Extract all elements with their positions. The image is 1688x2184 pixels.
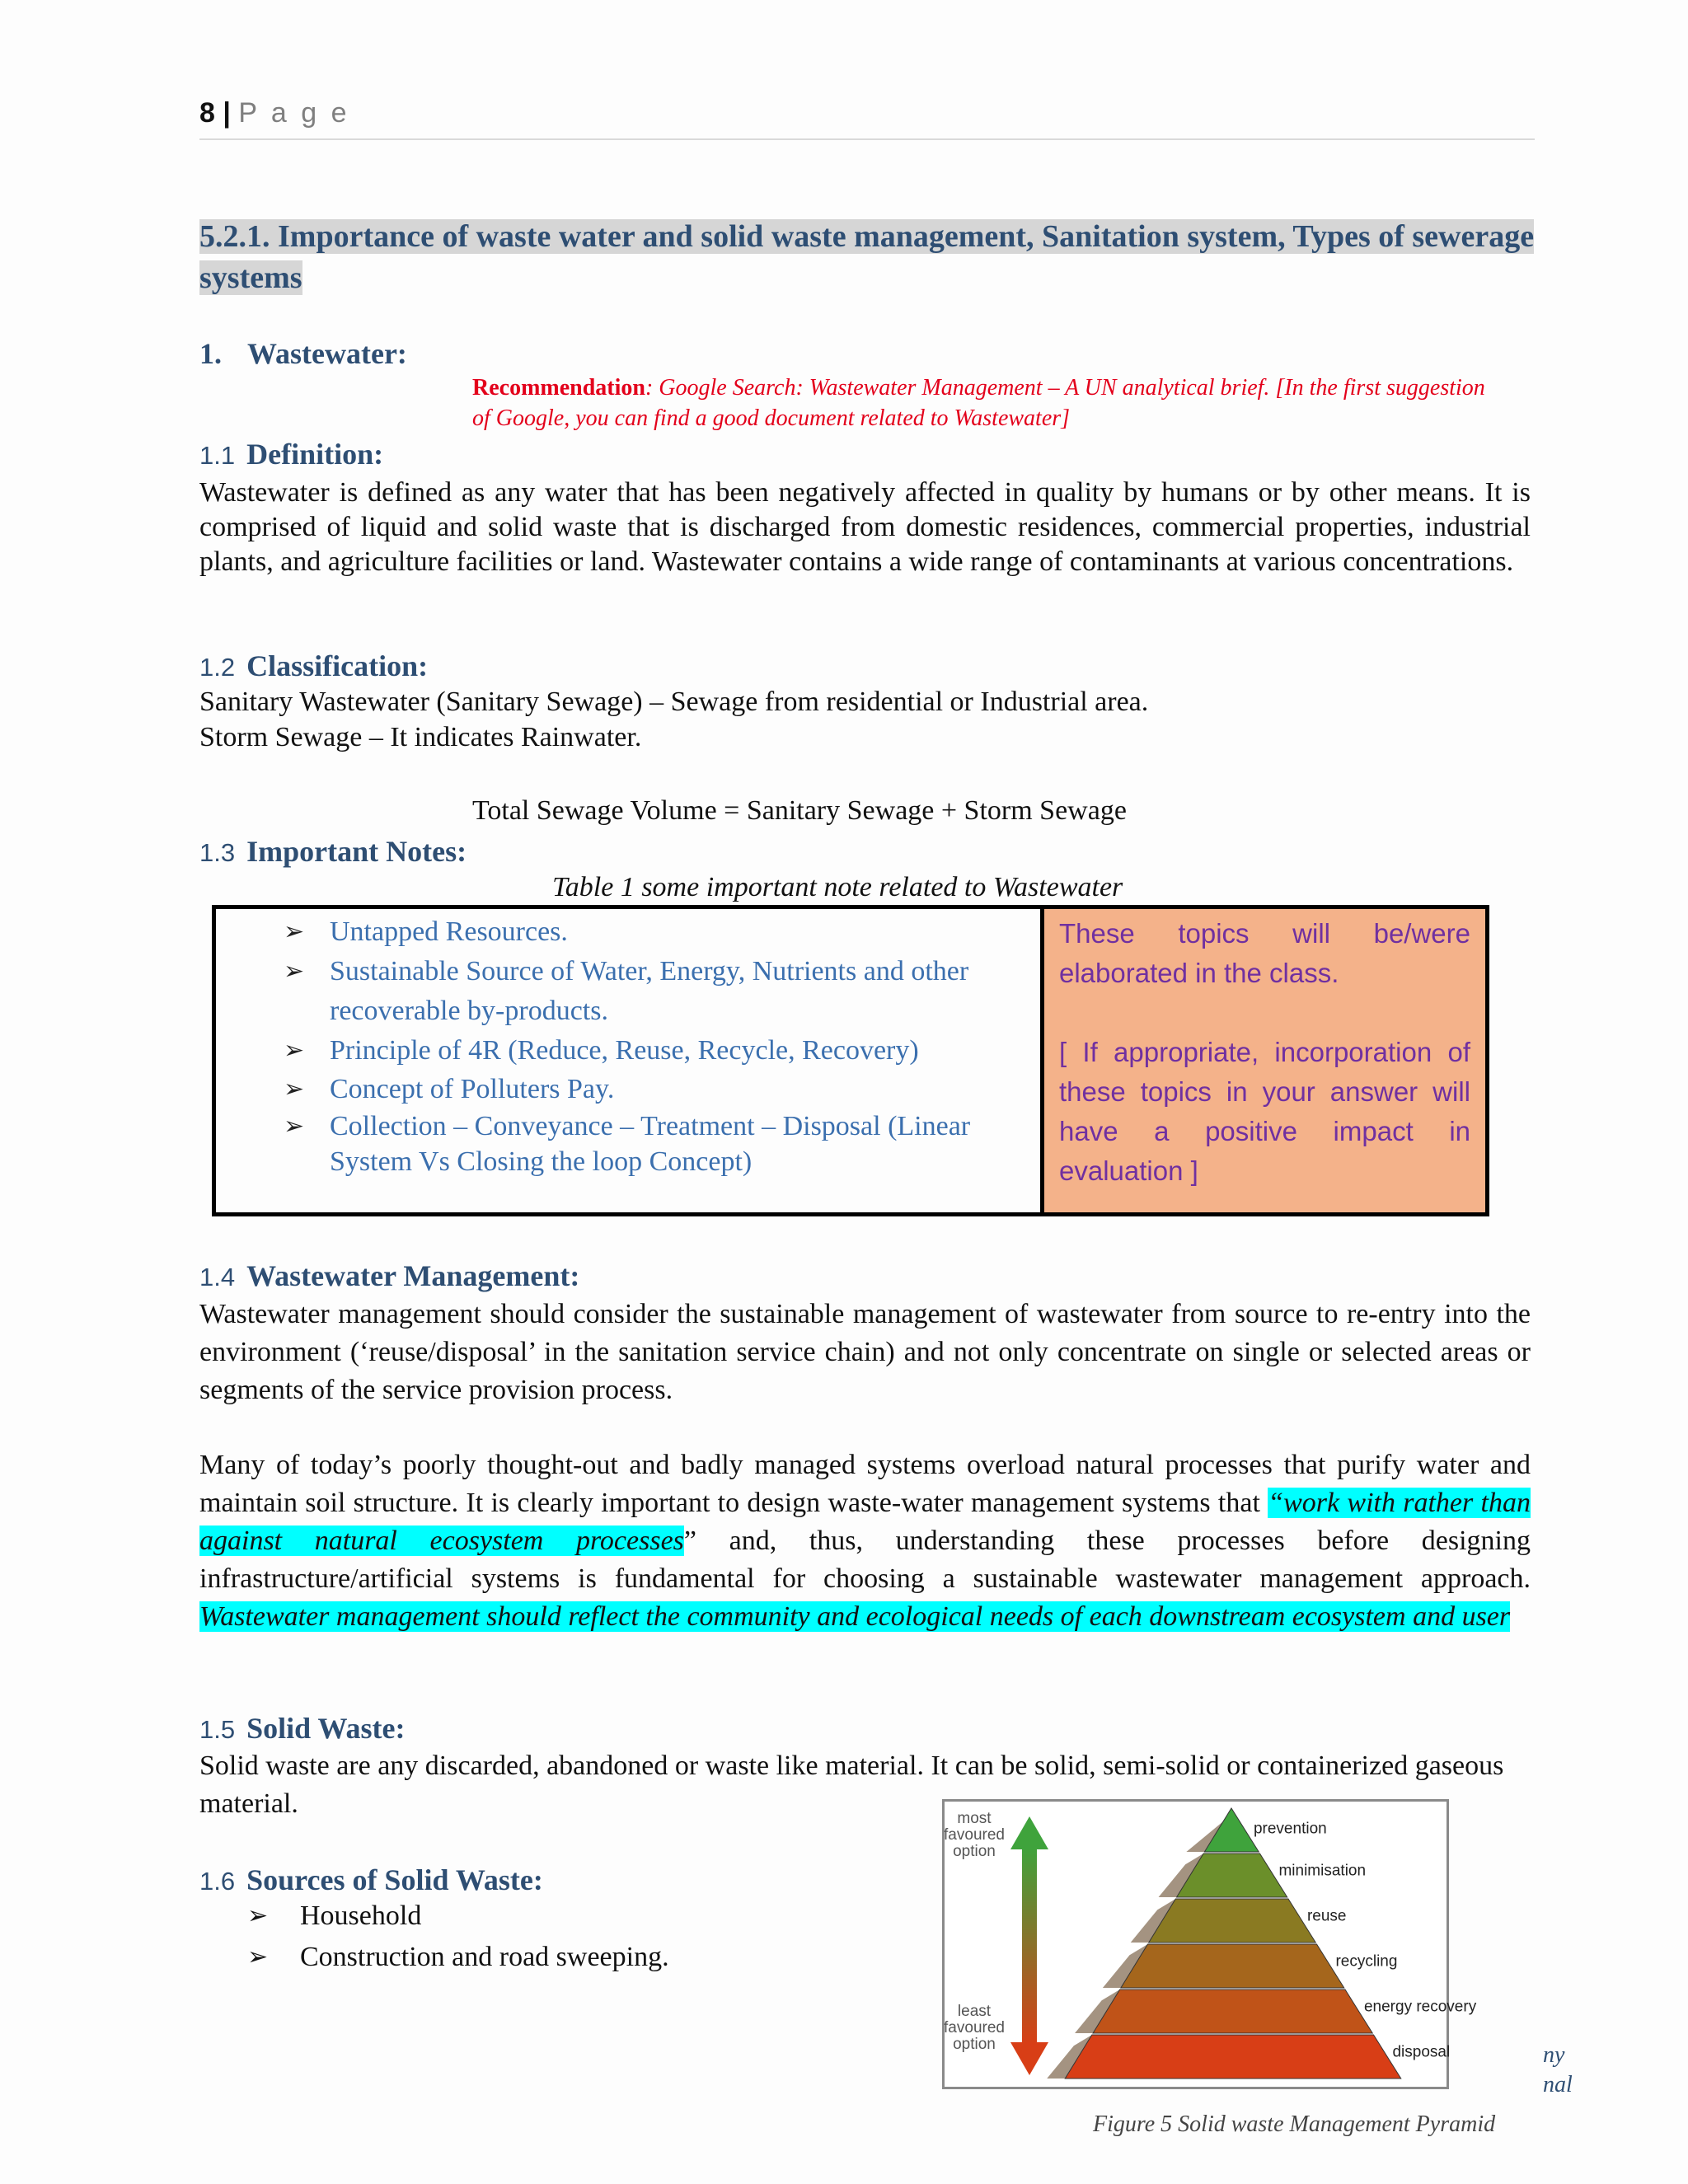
- least-favoured-label: [944, 2003, 1005, 2053]
- list-item: ➢ Household: [247, 1900, 422, 1931]
- list-item: ➢ Untapped Resources.: [284, 916, 568, 947]
- side-fragment-1: ny: [1543, 2042, 1565, 2068]
- side-fragment-2: nal: [1543, 2072, 1573, 2097]
- page-number: 8: [199, 97, 215, 129]
- recommendation-note: Recommendation: Google Search: Wastewater Management – A UN analytical brief. [In the first suggestion of Google, you can find a good document related to Wastewater]: [472, 375, 1485, 431]
- list-item: ➢ Sustainable Source of Water, Energy, Nutrients and other recoverable by-products.: [284, 956, 969, 1026]
- pyramid-label: reuse: [1306, 1907, 1347, 1925]
- figure-caption: Figure 5 Solid waste Management Pyramid: [1093, 2111, 1496, 2137]
- definition-text: Wastewater is defined as any water that has been negatively affected in quality by humans or by other means. It is comprised of liquid and solid waste that is discharged from domestic residences, commercial properties, industrial plants, and agriculture facilities or land. Wastewater contains a wide range of contaminants at various concentrations.: [199, 477, 1531, 577]
- solid-waste-text: Solid waste are any discarded, abandoned or waste like material. It can be solid, semi-solid or containerized gaseous material.: [199, 1750, 1504, 1819]
- heading-classification: 1.2 Classification:: [199, 649, 429, 682]
- most-favoured-line: favoured: [944, 1826, 1005, 1844]
- most-favoured-line: most: [957, 1810, 992, 1827]
- least-favoured-line: favoured: [944, 2019, 1005, 2036]
- sewage-equation: Total Sewage Volume = Sanitary Sewage + Storm Sewage: [472, 795, 1127, 826]
- heading-wastewater: 1. Wastewater:: [199, 337, 407, 370]
- heading-wastewater-management: 1.4 Wastewater Management:: [199, 1259, 580, 1292]
- pyramid-level-energy-recovery: [1093, 1990, 1372, 2033]
- pyramid-label: disposal: [1392, 2043, 1451, 2061]
- classification-line-1: Sanitary Wastewater (Sanitary Sewage) – Sewage from residential or Industrial area.: [199, 687, 1149, 717]
- heading-important-notes: 1.3 Important Notes:: [199, 835, 467, 868]
- highlight-quote: “work with rather than against natural ecosystem processes: [199, 1488, 1531, 1556]
- double-arrow-icon: [1010, 1816, 1048, 2075]
- classification-line-2: Storm Sewage – It indicates Rainwater.: [199, 722, 642, 752]
- heading-sources: 1.6 Sources of Solid Waste:: [199, 1863, 543, 1896]
- list-item: ➢ Principle of 4R (Reduce, Reuse, Recycle, Recovery): [284, 1035, 919, 1066]
- header-separator: |: [223, 97, 231, 129]
- notes-remark-cell: [1044, 909, 1485, 1212]
- most-favoured-line: option: [953, 1843, 996, 1860]
- least-favoured-line: option: [953, 2036, 996, 2053]
- least-favoured-line: least: [957, 2003, 992, 2020]
- pyramid-level-disposal: [1065, 2035, 1401, 2079]
- pyramid-label: recycling: [1335, 1952, 1398, 1971]
- sources-list: [247, 1896, 669, 1978]
- management-paragraph-1: Wastewater management should consider the sustainable management of wastewater from source to re-entry into the environment (‘reuse/disposal’ in the sanitation service chain) and not only concentrate on single or selected areas or segments of the service provision process.: [199, 1299, 1531, 1405]
- list-item: ➢ Construction and road sweeping.: [247, 1942, 669, 1972]
- pyramid-level-recycling: [1121, 1944, 1344, 1988]
- page-header: [199, 97, 1535, 140]
- highlight-statement: Wastewater management should reflect the community and ecological needs of each downstream ecosystem and user: [199, 1601, 1511, 1632]
- heading-definition: 1.1 Definition:: [199, 438, 384, 471]
- notes-list-cell: [216, 909, 1044, 1212]
- heading-solid-waste: 1.5 Solid Waste:: [199, 1712, 406, 1745]
- pyramid-label: minimisation: [1278, 1862, 1367, 1880]
- most-favoured-label: [944, 1810, 1005, 1860]
- remark-text-2: [ If appropriate, incorporation of these topics in your answer will have a positive impact in evaluation ]: [1059, 1037, 1470, 1186]
- notes-table: [212, 905, 1489, 1216]
- remark-text-1: These topics will be/were elaborated in the class.: [1059, 918, 1470, 988]
- list-item: ➢ Collection – Conveyance – Treatment – Disposal (Linear System Vs Closing the loop Concept): [284, 1111, 971, 1177]
- table-caption: Table 1 some important note related to Wastewater: [552, 872, 1123, 902]
- section-title: 5.2.1. Importance of waste water and solid waste management, Sanitation system, Types of sewerage systems: [199, 219, 1535, 295]
- pyramid-level-reuse: [1149, 1899, 1316, 1943]
- pyramid-label: energy recovery: [1363, 1998, 1477, 2016]
- pyramid-level-prevention: [1204, 1808, 1259, 1852]
- pyramid-label: prevention: [1253, 1820, 1327, 1838]
- page-label: P a g e: [238, 97, 350, 129]
- pyramid-chart: [944, 1802, 1477, 2087]
- management-paragraph-2: Many of today’s poorly thought-out and badly managed systems overload natural processes that purify water and maintain soil structure. It is clearly important to design waste-water management systems that “work with rather than against natural ecosystem processes” and, thus, understanding these processes before designing infrastructure/artificial systems is fundamental for choosing a sustainable wastewater management approach. Wastewater management should reflect the community and ecological needs of each downstream ecosystem and user: [199, 1450, 1531, 1632]
- list-item: ➢ Concept of Polluters Pay.: [284, 1074, 615, 1104]
- waste-pyramid-figure: [942, 1799, 1477, 2089]
